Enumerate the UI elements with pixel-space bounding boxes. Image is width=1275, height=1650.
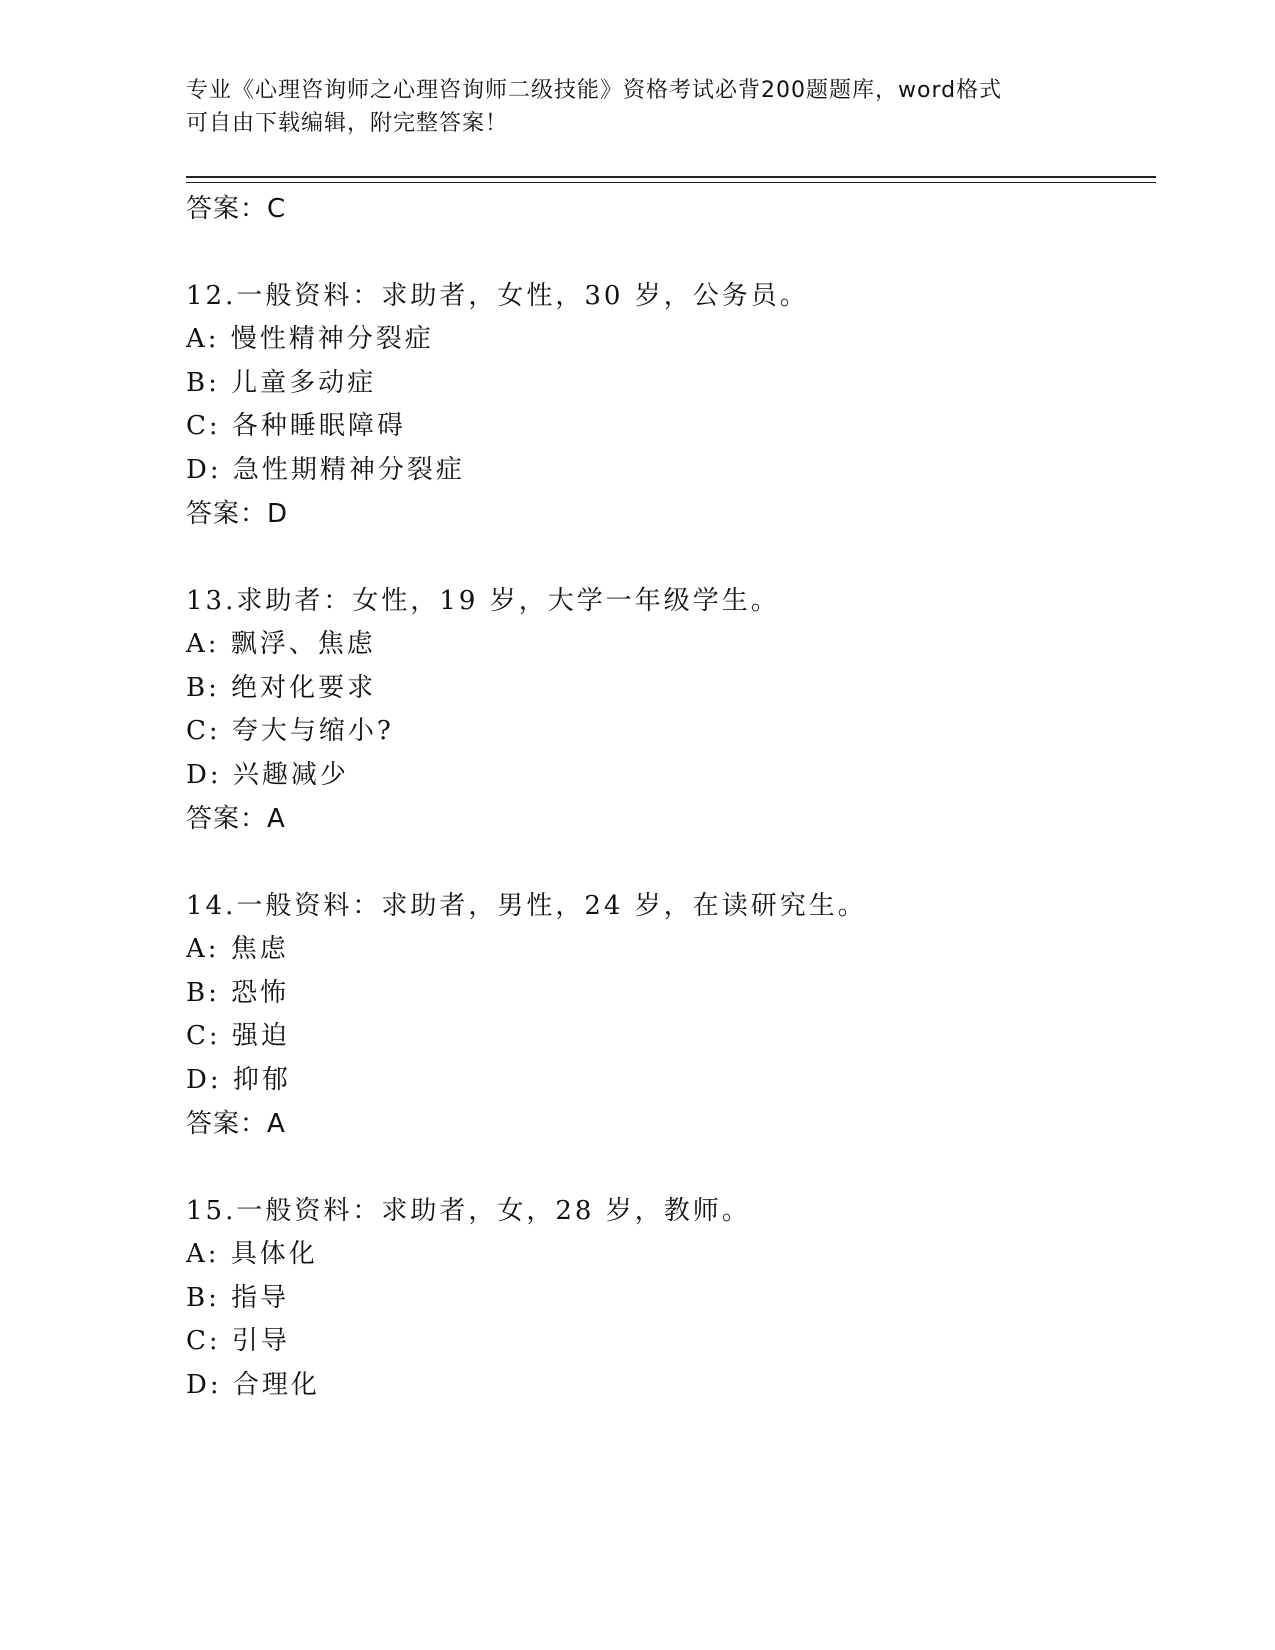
question-13-stem: 13.求助者：女性，19 岁，大学一年级学生。 <box>186 586 780 616</box>
question-12-option-c: C: 各种睡眠障碍 <box>186 411 406 441</box>
question-15-option-a: A: 具体化 <box>186 1239 318 1269</box>
question-14-option-a: A: 焦虑 <box>186 934 289 964</box>
header-title-line-1: 专业《心理咨询师之心理咨询师二级技能》资格考试必背200题题库，word格式 <box>186 78 1003 103</box>
header-title-line-2: 可自由下载编辑，附完整答案！ <box>186 111 509 136</box>
question-14-option-d: D: 抑郁 <box>186 1065 291 1095</box>
question-13-option-a: A: 飘浮、焦虑 <box>186 629 376 659</box>
question-12-option-d: D: 急性期精神分裂症 <box>186 455 465 485</box>
question-14-option-b: B: 恐怖 <box>186 978 290 1008</box>
question-14-stem: 14.一般资料：求助者，男性，24 岁，在读研究生。 <box>186 891 867 921</box>
question-12-stem: 12.一般资料：求助者，女性，30 岁，公务员。 <box>186 281 809 311</box>
header-divider-thin <box>186 182 1156 183</box>
question-15-stem: 15.一般资料：求助者，女，28 岁，教师。 <box>186 1196 751 1226</box>
document-header <box>186 74 1086 140</box>
header-divider-thick <box>186 176 1156 178</box>
question-12-option-b: B: 儿童多动症 <box>186 368 377 398</box>
question-13-option-c: C: 夸大与缩小? <box>186 716 394 746</box>
question-12-answer: 答案：D <box>186 499 289 529</box>
question-15-option-c: C: 引导 <box>186 1326 290 1356</box>
question-15-option-b: B: 指导 <box>186 1283 290 1313</box>
question-15-option-d: D: 合理化 <box>186 1370 320 1400</box>
question-12-option-a: A: 慢性精神分裂症 <box>186 324 434 354</box>
question-14-answer: 答案：A <box>186 1109 286 1139</box>
question-13-answer: 答案：A <box>186 804 286 834</box>
question-13-option-b: B: 绝对化要求 <box>186 673 377 703</box>
question-13-option-d: D: 兴趣减少 <box>186 760 349 790</box>
answer-prev: 答案：C <box>186 194 287 224</box>
question-14-option-c: C: 强迫 <box>186 1021 290 1051</box>
